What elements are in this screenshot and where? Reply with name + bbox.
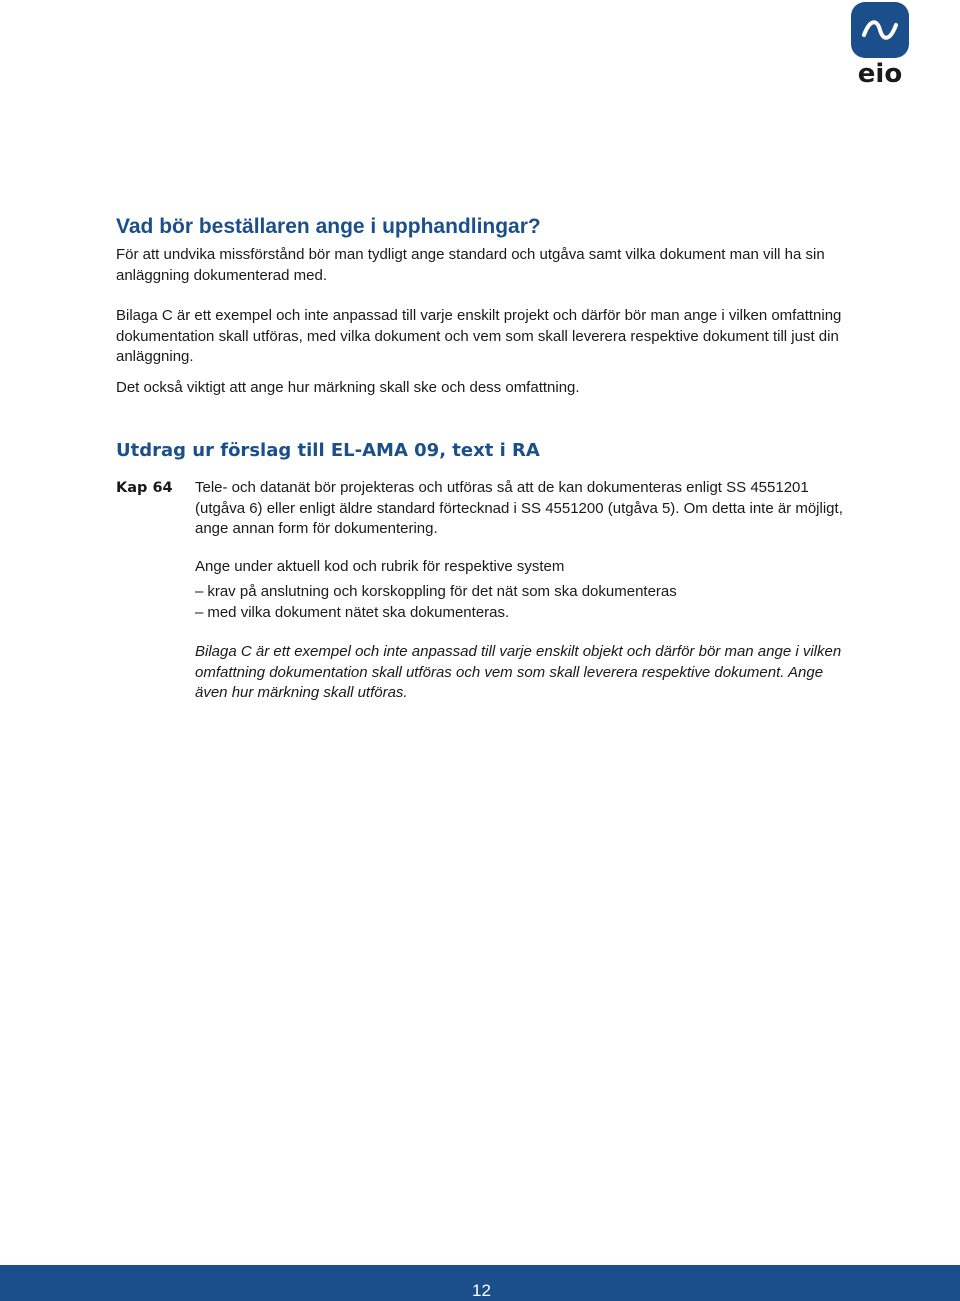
main-content <box>116 212 856 704</box>
section-heading-elama: Utdrag ur förslag till EL-AMA 09, text i RA <box>116 440 540 461</box>
bilaga-paragraph: Bilaga C är ett exempel och inte anpassad till varje enskilt projekt och därför bör man ange i vilken omfattning dokumentation skall utföras, med vilka dokument och vem som skall leverera respektive dokument till just din anläggning. <box>116 307 842 365</box>
kap-label: Kap 64 <box>116 480 173 496</box>
logo-text: eio <box>857 59 903 86</box>
kap-body <box>195 478 845 704</box>
wave-icon <box>851 2 911 86</box>
marking-paragraph: Det också viktigt att ange hur märkning skall ske och dess omfattning. <box>116 378 580 396</box>
list-item: – med vilka dokument nätet ska dokumenteras. <box>195 603 510 621</box>
list-item: – krav på anslutning och korskoppling för det nät som ska dokumenteras <box>195 583 677 600</box>
requirement-list <box>195 582 845 623</box>
kap-64-block <box>116 478 856 704</box>
section-heading-procurement: Vad bör beställaren ange i upphandlingar? <box>116 215 541 238</box>
page-number: 12 <box>472 1281 491 1300</box>
kap-text: Tele- och datanät bör projekteras och utföras så att de kan dokumenteras enligt SS 4551201 (utgåva 6) eller enligt äldre standard förtecknad i SS 4551200 (utgåva 5). Om detta inte är möjligt, ange annan form för dokumentering. <box>195 479 843 537</box>
intro-paragraph: För att undvika missförstånd bör man tydligt ange standard och utgåva samt vilka dokument man vill ha sin anläggning dokumenterad med. <box>116 246 825 284</box>
system-lead-text: Ange under aktuell kod och rubrik för respektive system <box>195 557 565 575</box>
italic-note: Bilaga C är ett exempel och inte anpassad till varje enskilt objekt och därför bör man ange i vilken omfattning dokumentation skall utföras och vem som skall leverera respektive dokument. Ange även hur märkning skall utföras. <box>195 643 842 701</box>
eio-logo <box>851 2 911 86</box>
